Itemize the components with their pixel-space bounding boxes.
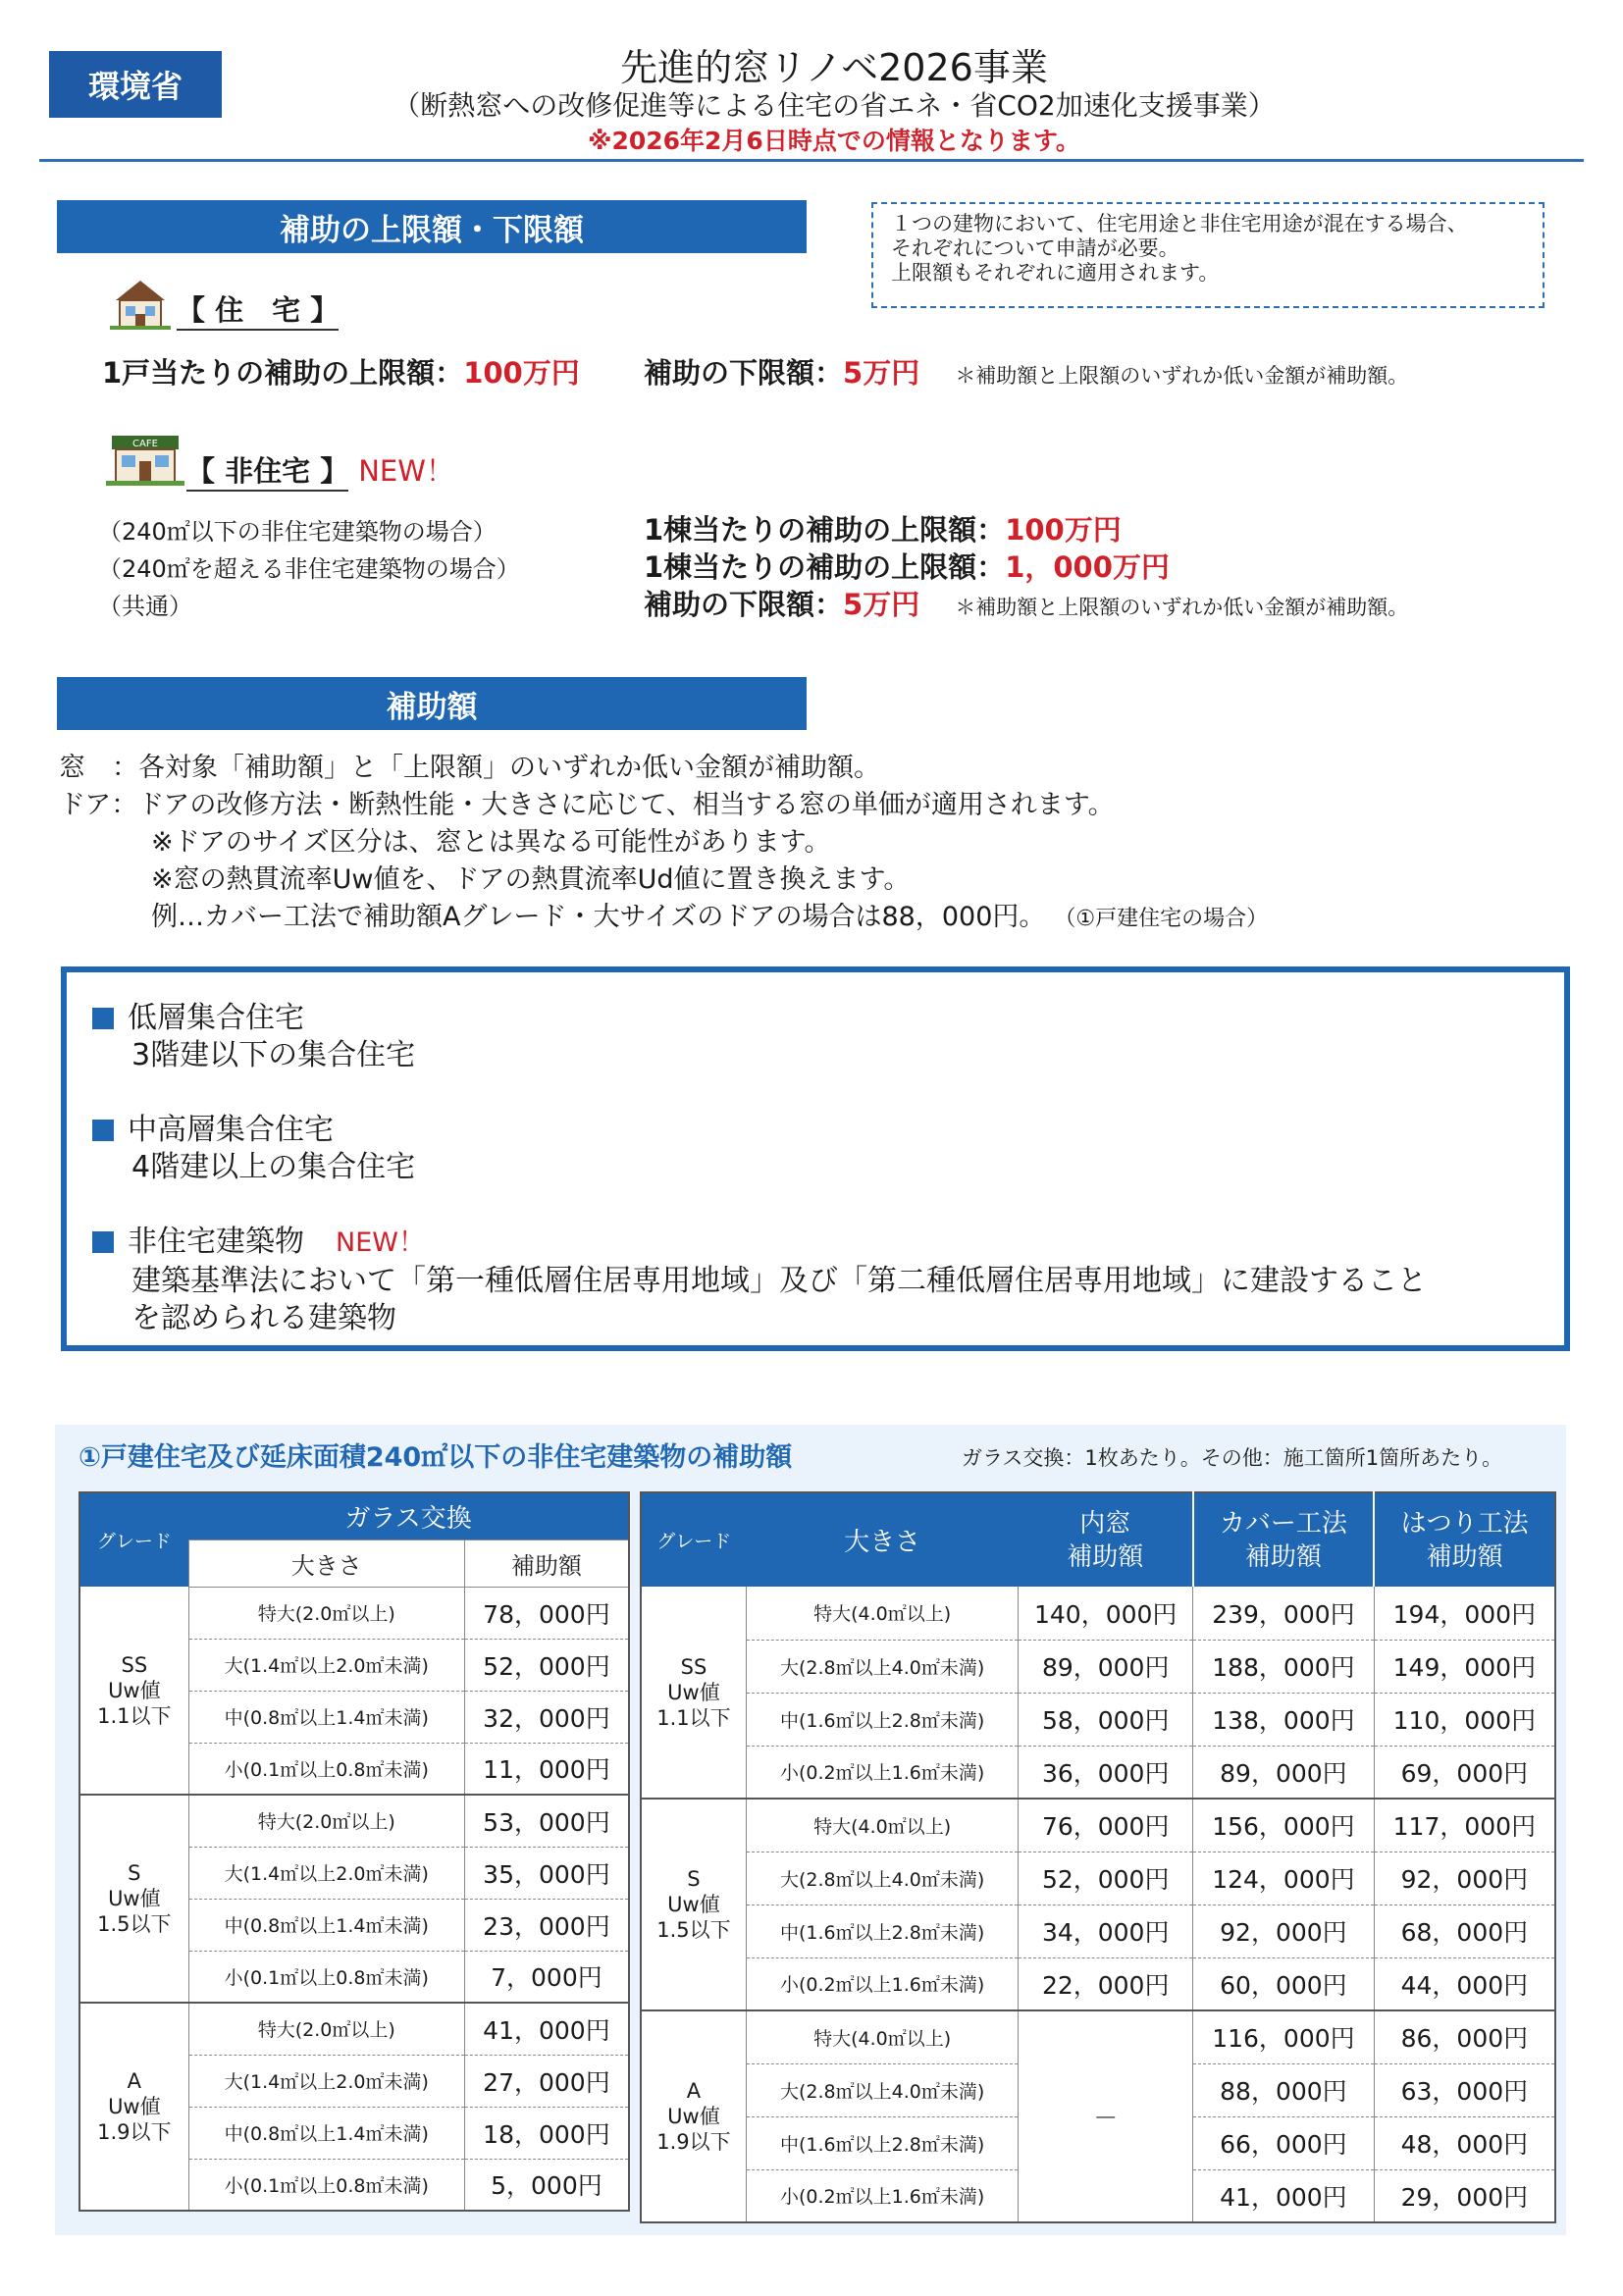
def-mid-rise-desc: 4階建以上の集合住宅: [131, 1150, 416, 1184]
inner-amount-cell: 52，000円: [1019, 1852, 1193, 1905]
grade-line: 1.1以下: [97, 1703, 172, 1728]
nonhouse-upper-limit-240: 1棟当たりの補助の上限額：100万円: [644, 513, 1122, 547]
size-cell: 中(0.8㎡以上1.4㎡未満): [188, 1691, 464, 1743]
bullet-square-icon: [92, 1231, 114, 1253]
nonhouse-cond-2: （240㎡を超える非住宅建築物の場合）: [98, 555, 520, 583]
window-size-header: 大きさ: [746, 1492, 1018, 1587]
table-row: [641, 2010, 1555, 2063]
size-cell: 大(1.4㎡以上2.0㎡未満): [188, 1639, 464, 1691]
grade-line: 1.1以下: [656, 1705, 731, 1730]
cover-amount-cell: 60，000円: [1193, 1957, 1375, 2010]
size-cell: 特大(4.0㎡以上): [746, 2010, 1018, 2063]
amount-cell: 7，000円: [464, 1951, 629, 2003]
size-cell: 小(0.1㎡以上0.8㎡未満): [188, 1951, 464, 2003]
hatsuri-amount-cell: 29，000円: [1374, 2169, 1555, 2222]
size-cell: 特大(2.0㎡以上): [188, 1795, 464, 1847]
size-cell: 中(0.8㎡以上1.4㎡未満): [188, 1899, 464, 1951]
inner-amount-cell: 140，000円: [1019, 1587, 1193, 1640]
amount-cell: 32，000円: [464, 1691, 629, 1743]
table-section-note: ガラス交換：1枚あたり。その他：施工箇所1箇所あたり。: [962, 1446, 1503, 1470]
house-icon: [110, 277, 171, 332]
size-cell: 特大(4.0㎡以上): [746, 1799, 1018, 1852]
grade-line: Uw値: [108, 1887, 161, 1910]
cafe-icon: [106, 432, 184, 491]
amount-cell: 78，000円: [464, 1587, 629, 1639]
hatsuri-amount-cell: 117，000円: [1374, 1799, 1555, 1852]
cover-amount-cell: 66，000円: [1193, 2116, 1375, 2169]
amount-window-line: 窓 ：各対象「補助額」と「上限額」のいずれか低い金額が補助額。: [59, 753, 880, 783]
size-cell: 特大(4.0㎡以上): [746, 1587, 1018, 1640]
grade-line: Uw値: [667, 1893, 720, 1916]
amount-cell: 35，000円: [464, 1847, 629, 1899]
cover-amount-cell: 239，000円: [1193, 1587, 1375, 1640]
inner-merged-cell: －: [1019, 2010, 1193, 2222]
size-cell: 小(0.2㎡以上1.6㎡未満): [746, 1957, 1018, 2010]
size-cell: 小(0.1㎡以上0.8㎡未満): [188, 2159, 464, 2211]
cover-amount-cell: 156，000円: [1193, 1799, 1375, 1852]
house-lower-limit: 補助の下限額：5万円 ＊補助額と上限額のいずれか低い金額が補助額。: [644, 356, 1409, 390]
grade-line: 1.5以下: [97, 1912, 172, 1936]
hatsuri-amount-cell: 86，000円: [1374, 2010, 1555, 2063]
cover-amount-cell: 88，000円: [1193, 2063, 1375, 2116]
size-cell: 小(0.2㎡以上1.6㎡未満): [746, 2169, 1018, 2222]
grade-cell: [79, 2003, 188, 2211]
hatsuri-amount-cell: 48，000円: [1374, 2116, 1555, 2169]
ministry-badge: 環境省: [49, 51, 222, 118]
amount-cell: 27，000円: [464, 2055, 629, 2107]
size-cell: 中(1.6㎡以上2.8㎡未満): [746, 1693, 1018, 1746]
inner-window-header: 内窓 補助額: [1019, 1492, 1193, 1587]
hatsuri-amount-cell: 194，000円: [1374, 1587, 1555, 1640]
grade-cell: [641, 1587, 746, 1799]
cover-amount-cell: 188，000円: [1193, 1640, 1375, 1693]
grade-cell: [79, 1587, 188, 1795]
table-row: [79, 1795, 629, 1847]
hatsuri-amount-cell: 44，000円: [1374, 1957, 1555, 2010]
grade-line: A: [127, 2069, 142, 2093]
window-work-table: [640, 1491, 1556, 2223]
hatsuri-method-header: はつり工法 補助額: [1374, 1492, 1555, 1587]
size-cell: 小(0.2㎡以上1.6㎡未満): [746, 1746, 1018, 1799]
nonhouse-upper-limit-over240: 1棟当たりの補助の上限額：1，000万円: [644, 550, 1170, 584]
house-heading: 【 住 宅 】: [177, 288, 339, 329]
table-row: [641, 1957, 1555, 2010]
bullet-square-icon: [92, 1008, 114, 1029]
table-row: [641, 1746, 1555, 1799]
amount-example: 例…カバー工法で補助額Aグレード・大サイズのドアの場合は88，000円。 （①戸建住宅の場合）: [151, 902, 1269, 932]
hatsuri-amount-cell: 149，000円: [1374, 1640, 1555, 1693]
cover-amount-cell: 116，000円: [1193, 2010, 1375, 2063]
hatsuri-amount-cell: 68，000円: [1374, 1905, 1555, 1957]
table-row: [79, 1587, 629, 1639]
size-cell: 小(0.1㎡以上0.8㎡未満): [188, 1743, 464, 1795]
limits-section-title: 補助の上限額・下限額: [57, 200, 807, 253]
note-line: それぞれについて申請が必要。: [891, 236, 1179, 260]
table-section-title: ①戸建住宅及び延床面積240㎡以下の非住宅建築物の補助額: [79, 1442, 793, 1473]
nonhouse-lower-limit: 補助の下限額：5万円 ＊補助額と上限額のいずれか低い金額が補助額。: [644, 588, 1409, 621]
table-row: [641, 1640, 1555, 1693]
amount-cell: 52，000円: [464, 1639, 629, 1691]
size-cell: 大(1.4㎡以上2.0㎡未満): [188, 2055, 464, 2107]
grade-line: 1.9以下: [656, 2130, 731, 2154]
size-cell: 中(0.8㎡以上1.4㎡未満): [188, 2107, 464, 2159]
size-cell: 大(2.8㎡以上4.0㎡未満): [746, 1852, 1018, 1905]
table-row: [641, 1905, 1555, 1957]
glass-size-header: 大きさ: [188, 1539, 464, 1587]
hatsuri-amount-cell: 110，000円: [1374, 1693, 1555, 1746]
glass-grade-header: グレード: [79, 1492, 188, 1587]
bullet-square-icon: [92, 1120, 114, 1141]
cover-amount-cell: 124，000円: [1193, 1852, 1375, 1905]
svg-text:CAFE: CAFE: [132, 439, 158, 449]
amount-cell: 23，000円: [464, 1899, 629, 1951]
amount-note-size: ※ドアのサイズ区分は、窓とは異なる可能性があります。: [151, 827, 831, 858]
grade-line: Uw値: [667, 1680, 720, 1704]
cover-amount-cell: 41，000円: [1193, 2169, 1375, 2222]
hatsuri-amount-cell: 63，000円: [1374, 2063, 1555, 2116]
page-subtitle: （断熱窓への改修促進等による住宅の省エネ・省CO2加速化支援事業）: [393, 89, 1276, 122]
nonhouse-cond-3: （共通）: [98, 593, 192, 620]
amount-cell: 53，000円: [464, 1795, 629, 1847]
table-row: [79, 2003, 629, 2055]
def-nonhouse-desc-1: 建築基準法において「第一種低層住居専用地域」及び「第二種低層住居専用地域」に建設すること: [131, 1264, 1427, 1298]
mixed-use-note: [871, 202, 1544, 308]
grade-cell: [641, 1799, 746, 2010]
size-cell: 大(2.8㎡以上4.0㎡未満): [746, 1640, 1018, 1693]
note-line: 上限額もそれぞれに適用されます。: [891, 261, 1220, 285]
grade-line: Uw値: [667, 2105, 720, 2128]
note-line: １つの建物において、住宅用途と非住宅用途が混在する場合、: [891, 212, 1468, 235]
amount-cell: 5，000円: [464, 2159, 629, 2211]
table-row: [641, 1852, 1555, 1905]
nonhouse-heading: 【 非住宅 】 NEW！: [186, 449, 454, 490]
table-row: [641, 1587, 1555, 1640]
amount-note-uw: ※窓の熱貫流率Uw値を、ドアの熱貫流率Ud値に置き換えます。: [151, 864, 911, 895]
amount-cell: 41，000円: [464, 2003, 629, 2055]
inner-amount-cell: 22，000円: [1019, 1957, 1193, 2010]
grade-cell: [79, 1795, 188, 2003]
inner-amount-cell: 34，000円: [1019, 1905, 1193, 1957]
glass-amount-header: 補助額: [464, 1539, 629, 1587]
amount-section-title: 補助額: [57, 677, 807, 730]
inner-amount-cell: 89，000円: [1019, 1640, 1193, 1693]
hatsuri-amount-cell: 69，000円: [1374, 1746, 1555, 1799]
def-low-rise-desc: 3階建以下の集合住宅: [131, 1038, 416, 1072]
grade-line: S: [687, 1867, 701, 1891]
grade-cell: [641, 2010, 746, 2222]
size-cell: 特大(2.0㎡以上): [188, 1587, 464, 1639]
amount-cell: 18，000円: [464, 2107, 629, 2159]
window-grade-header: グレード: [641, 1492, 746, 1587]
grade-line: A: [686, 2079, 702, 2103]
def-nonhouse-title: 非住宅建築物 NEW！: [92, 1217, 425, 1260]
cover-amount-cell: 138，000円: [1193, 1693, 1375, 1746]
size-cell: 大(1.4㎡以上2.0㎡未満): [188, 1847, 464, 1899]
inner-amount-cell: 76，000円: [1019, 1799, 1193, 1852]
size-cell: 大(2.8㎡以上4.0㎡未満): [746, 2063, 1018, 2116]
grade-line: 1.5以下: [656, 1918, 731, 1942]
size-cell: 特大(2.0㎡以上): [188, 2003, 464, 2055]
amount-door-line: ドア：ドアの改修方法・断熱性能・大きさに応じて、相当する窓の単価が適用されます。: [59, 790, 1115, 820]
grade-line: Uw値: [108, 2095, 161, 2118]
inner-amount-cell: 36，000円: [1019, 1746, 1193, 1799]
def-mid-rise-title: 中高層集合住宅: [92, 1105, 334, 1148]
header-divider: [39, 159, 1584, 162]
page-title: 先進的窓リノベ2026事業: [620, 46, 1048, 89]
cover-method-header: カバー工法 補助額: [1193, 1492, 1375, 1587]
amount-cell: 11，000円: [464, 1743, 629, 1795]
def-low-rise-title: 低層集合住宅: [92, 993, 304, 1036]
house-upper-limit: 1戸当たりの補助の上限額：100万円: [102, 356, 580, 390]
inner-amount-cell: 58，000円: [1019, 1693, 1193, 1746]
grade-line: 1.9以下: [97, 2120, 172, 2144]
table-row: [641, 1693, 1555, 1746]
glass-exchange-table: [79, 1491, 630, 2212]
grade-line: S: [128, 1861, 141, 1885]
hatsuri-amount-cell: 92，000円: [1374, 1852, 1555, 1905]
grade-line: Uw値: [108, 1678, 161, 1702]
def-nonhouse-desc-2: を認められる建築物: [131, 1301, 396, 1335]
glass-group-header: ガラス交換: [188, 1492, 629, 1539]
grade-line: SS: [121, 1652, 148, 1677]
cover-amount-cell: 89，000円: [1193, 1746, 1375, 1799]
size-cell: 中(1.6㎡以上2.8㎡未満): [746, 1905, 1018, 1957]
nonhouse-cond-1: （240㎡以下の非住宅建築物の場合）: [98, 518, 497, 546]
date-notice: ※2026年2月6日時点での情報となります。: [588, 127, 1080, 155]
table-row: [641, 1799, 1555, 1852]
grade-line: SS: [680, 1654, 707, 1679]
size-cell: 中(1.6㎡以上2.8㎡未満): [746, 2116, 1018, 2169]
cover-amount-cell: 92，000円: [1193, 1905, 1375, 1957]
